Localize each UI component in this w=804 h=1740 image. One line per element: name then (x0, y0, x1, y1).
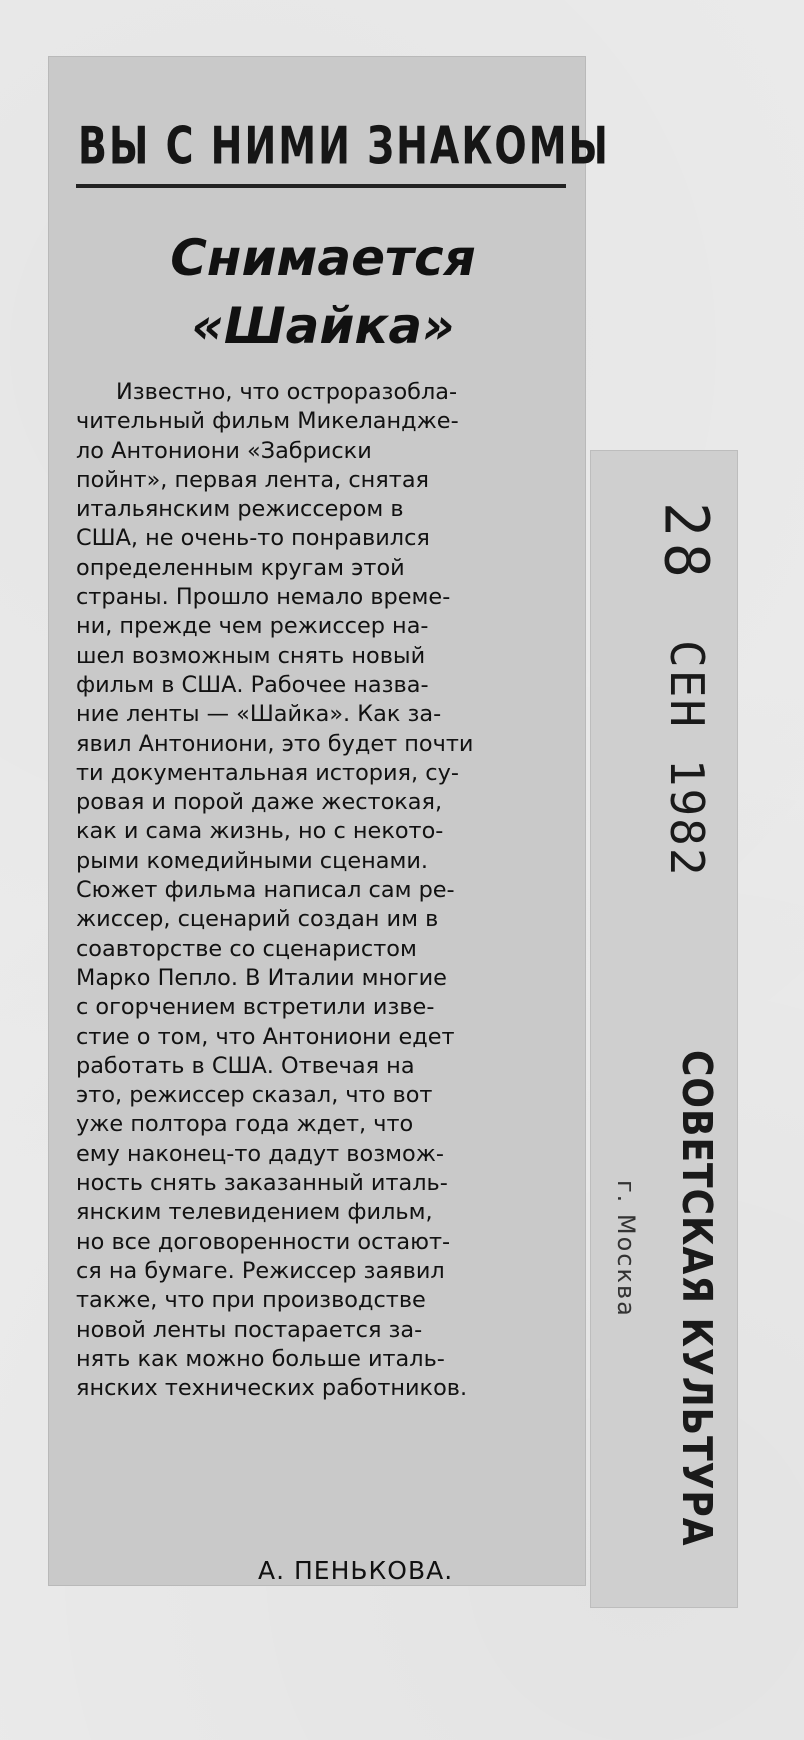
article-line: янским телевидением фильм, (76, 1199, 433, 1226)
article-line: ему наконец-то дадут возмож- (76, 1140, 444, 1167)
article-line: рыми комедийными сценами. (76, 847, 429, 874)
headline-line-2: «Шайка» (191, 297, 455, 355)
article-line: США, не очень-то понравился (76, 525, 430, 552)
article-line: ся на бумаге. Режиссер заявил (76, 1257, 445, 1284)
article-line: соавторстве со сценаристом (76, 935, 417, 962)
author-byline: А. ПЕНЬКОВА. (258, 1556, 454, 1585)
article-line: ти документальная история, су- (76, 759, 459, 786)
article-line: ни, прежде чем режиссер на- (76, 613, 429, 640)
article-body (76, 378, 574, 1403)
article-line: новой ленты постарается за- (76, 1316, 423, 1343)
article-line: шел возможным снять новый (76, 642, 426, 669)
article-line: пойнт», первая лента, снятая (76, 466, 430, 493)
headline-line-1: Снимается (170, 229, 476, 287)
date-stamp-strip (590, 450, 738, 1608)
article-line: явил Антониони, это будет почти (76, 730, 474, 757)
article-line: стие о том, что Антониони едет (76, 1023, 455, 1050)
stamp-day: 28 (650, 502, 722, 584)
stamp-city: г. Москва (612, 1180, 640, 1318)
article-line: как и сама жизнь, но с некото- (76, 818, 444, 845)
newspaper-clipping (48, 56, 610, 1586)
article-line: жиссер, сценарий создан им в (76, 906, 439, 933)
article-line: также, что при производстве (76, 1287, 426, 1314)
article-line: работать в США. Отвечая на (76, 1052, 415, 1079)
article-line: Известно, что остроразобла- (116, 379, 458, 405)
article-line: с огорчением встретили изве- (76, 994, 435, 1021)
rubric-heading: ВЫ С НИМИ ЗНАКОМЫ (78, 116, 610, 176)
rubric-underline (76, 184, 566, 188)
stamp-month-year: СЕН 1982 (660, 640, 714, 878)
article-line: уже полтора года ждет, что (76, 1111, 414, 1138)
article-line: ние ленты — «Шайка». Как за- (76, 701, 442, 728)
article-line: это, режиссер сказал, что вот (76, 1082, 433, 1109)
article-line: янских технических работников. (76, 1375, 468, 1402)
article-line: чительный фильм Микеланджe- (76, 408, 459, 435)
article-line: фильм в США. Рабочее назва- (76, 671, 429, 698)
article-line: итальянским режиссером в (76, 496, 404, 523)
article-line: определенным кругам этой (76, 554, 405, 581)
article-line: ность снять заказанный италь- (76, 1170, 448, 1197)
stamp-newspaper-name: СОВЕТСКАЯ КУЛЬТУРА (672, 1050, 720, 1547)
article-line: ло Антониони «Забриски (76, 437, 372, 464)
article-line: ровая и порой даже жестокая, (76, 789, 443, 816)
article-headline (88, 224, 558, 360)
article-line: нять как можно больше италь- (76, 1345, 445, 1372)
article-line: страны. Прошло немало време- (76, 584, 451, 611)
article-line: но все договоренности остают- (76, 1228, 451, 1255)
article-line: Марко Пепло. В Италии многие (76, 964, 447, 991)
article-line: Сюжет фильма написал сам ре- (76, 877, 455, 904)
